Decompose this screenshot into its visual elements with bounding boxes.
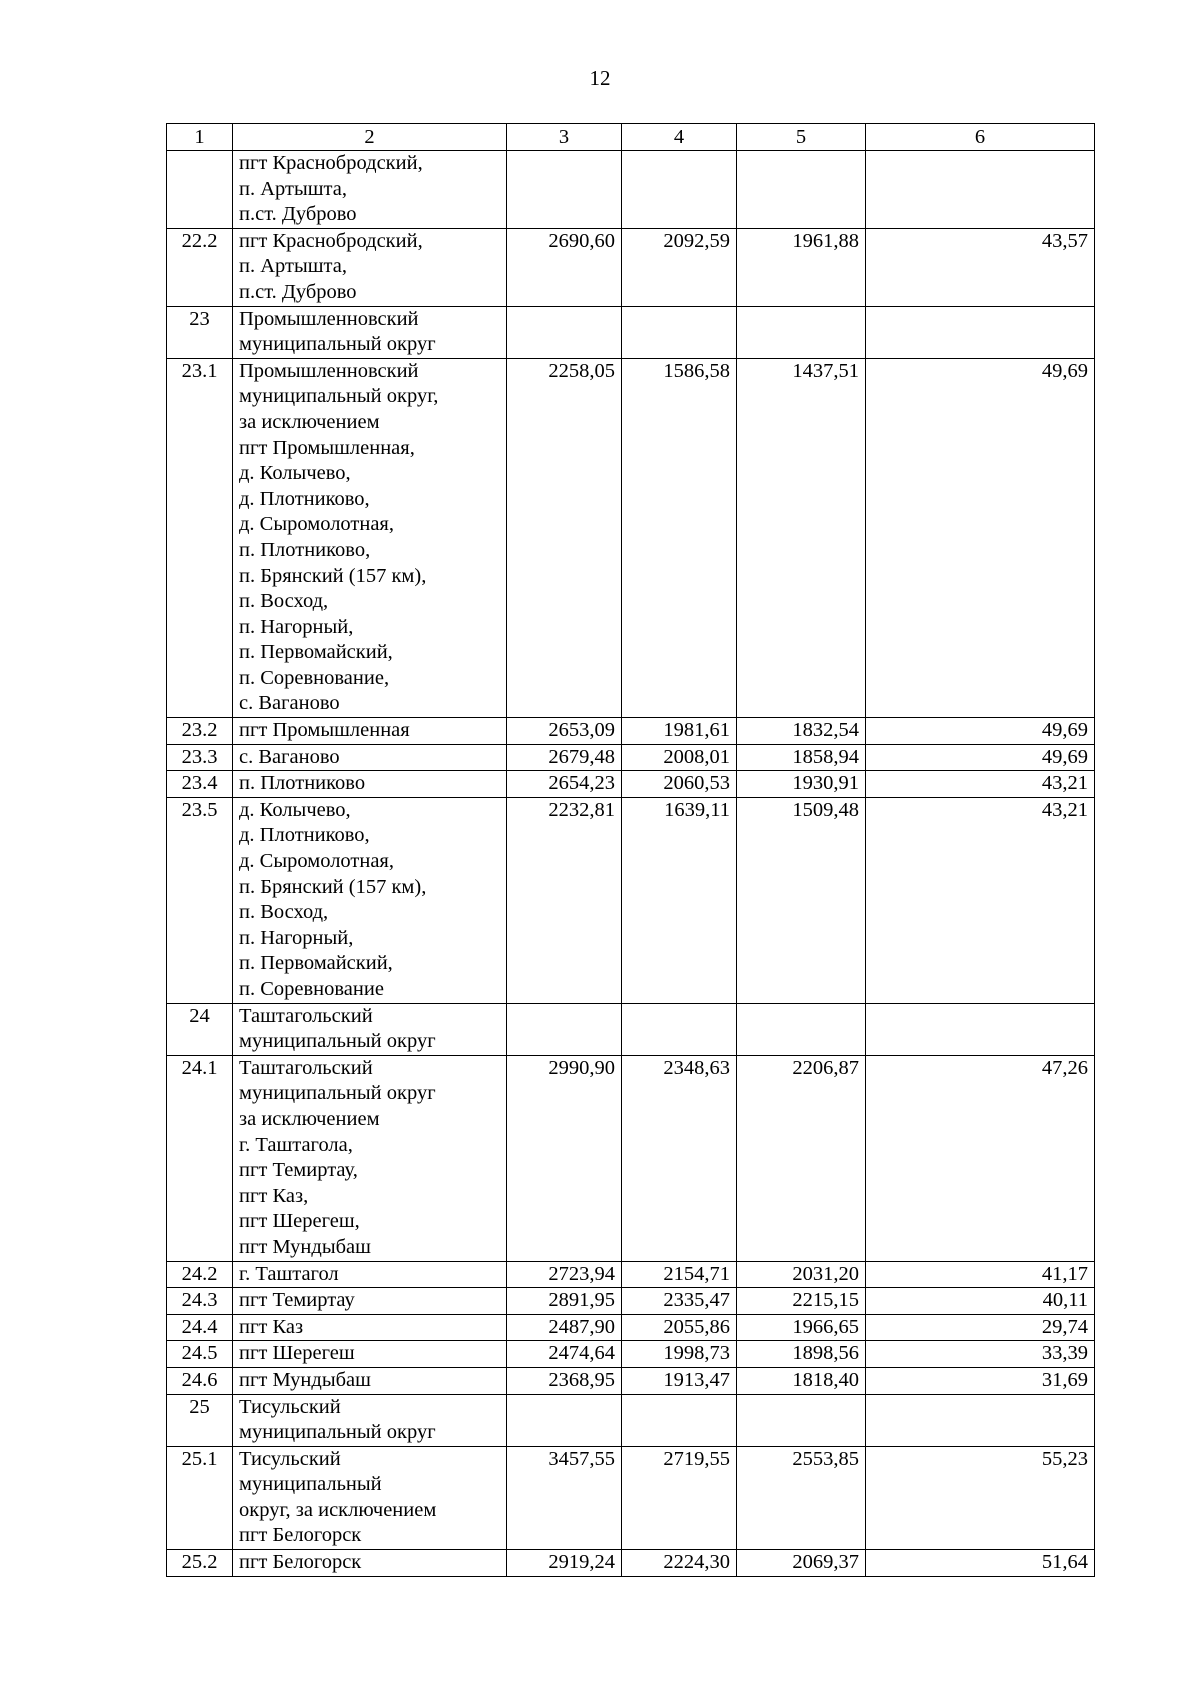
territory-name-line: п. Первомайский, xyxy=(239,641,393,664)
territory-name-cell xyxy=(233,1446,507,1549)
value-cell-col5: 1966,65 xyxy=(737,1314,866,1341)
tariff-table xyxy=(166,123,1095,1577)
value-cell-col5: 1858,94 xyxy=(737,744,866,771)
value-cell-col4: 2092,59 xyxy=(622,228,737,306)
territory-name-line: пгт Промышленная, xyxy=(239,436,415,459)
value-cell-col6: 40,11 xyxy=(866,1288,1095,1315)
row-number-cell: 25.1 xyxy=(167,1446,233,1549)
value-cell-col4: 2060,53 xyxy=(622,771,737,798)
territory-name-line: округ, за исключением xyxy=(239,1498,437,1521)
territory-name-line: п. Брянский (157 км), xyxy=(239,564,427,587)
territory-name-line: п. Артышта, xyxy=(239,177,347,200)
value-cell-col3: 2919,24 xyxy=(507,1550,622,1577)
territory-name-line: д. Плотниково, xyxy=(239,487,370,510)
territory-name-line: пгт Белогорск xyxy=(239,1551,362,1574)
value-cell-col6: 29,74 xyxy=(866,1314,1095,1341)
territory-name-line: пгт Белогорск xyxy=(239,1524,362,1547)
value-cell-col3 xyxy=(507,1394,622,1446)
row-number-cell: 24.4 xyxy=(167,1314,233,1341)
value-cell-col6: 41,17 xyxy=(866,1261,1095,1288)
row-number-cell: 25 xyxy=(167,1394,233,1446)
territory-name-line: Тисульский xyxy=(239,1395,341,1418)
value-cell-col3: 2232,81 xyxy=(507,797,622,1003)
territory-name-line: п. Восход, xyxy=(239,590,329,613)
table-row xyxy=(167,1261,1095,1288)
table-row xyxy=(167,1341,1095,1368)
territory-name-line: пгт Темиртау, xyxy=(239,1159,358,1182)
table-row xyxy=(167,1003,1095,1055)
territory-name-line: п. Восход, xyxy=(239,901,329,924)
table-row xyxy=(167,358,1095,717)
value-cell-col3: 2653,09 xyxy=(507,718,622,745)
territory-name-line: за исключением xyxy=(239,1107,380,1130)
value-cell-col6: 43,21 xyxy=(866,771,1095,798)
value-cell-col6: 43,57 xyxy=(866,228,1095,306)
territory-name-line: пгт Промышленная xyxy=(239,719,410,742)
header-row xyxy=(167,124,1095,151)
value-cell-col4 xyxy=(622,306,737,358)
territory-name-line: п. Нагорный, xyxy=(239,615,354,638)
value-cell-col3: 2723,94 xyxy=(507,1261,622,1288)
value-cell-col5: 2215,15 xyxy=(737,1288,866,1315)
value-cell-col5 xyxy=(737,151,866,229)
value-cell-col6: 47,26 xyxy=(866,1055,1095,1261)
territory-name-cell xyxy=(233,1261,507,1288)
row-number-cell: 24.2 xyxy=(167,1261,233,1288)
territory-name-line: п. Артышта, xyxy=(239,255,347,278)
territory-name-line: г. Таштагола, xyxy=(239,1133,353,1156)
value-cell-col3: 2474,64 xyxy=(507,1341,622,1368)
territory-name-line: д. Колычево, xyxy=(239,462,351,485)
value-cell-col5: 1509,48 xyxy=(737,797,866,1003)
column-header-6: 6 xyxy=(866,124,1095,151)
territory-name-cell xyxy=(233,1341,507,1368)
value-cell-col4 xyxy=(622,1394,737,1446)
territory-name-line: п. Первомайский, xyxy=(239,952,393,975)
territory-name-line: пгт Шерегеш xyxy=(239,1342,355,1365)
table-row xyxy=(167,306,1095,358)
territory-name-cell xyxy=(233,1314,507,1341)
table-header xyxy=(167,124,1095,151)
value-cell-col5 xyxy=(737,1394,866,1446)
value-cell-col6: 51,64 xyxy=(866,1550,1095,1577)
territory-name-line: пгт Мундыбаш xyxy=(239,1368,371,1391)
territory-name-line: п. Соревнование xyxy=(239,978,384,1000)
territory-name-line: Таштагольский xyxy=(239,1004,373,1027)
value-cell-col6: 55,23 xyxy=(866,1446,1095,1549)
value-cell-col5: 2206,87 xyxy=(737,1055,866,1261)
territory-name-line: Таштагольский xyxy=(239,1056,373,1079)
territory-name-line: за исключением xyxy=(239,410,380,433)
territory-name-line: муниципальный округ, xyxy=(239,385,439,408)
territory-name-line: с. Ваганово xyxy=(239,745,340,768)
territory-name-line: пгт Мундыбаш xyxy=(239,1235,371,1258)
column-header-1: 1 xyxy=(167,124,233,151)
table-body xyxy=(167,151,1095,1577)
row-number-cell: 23 xyxy=(167,306,233,358)
territory-name-cell xyxy=(233,1055,507,1261)
value-cell-col3: 3457,55 xyxy=(507,1446,622,1549)
territory-name-cell xyxy=(233,797,507,1003)
value-cell-col3 xyxy=(507,306,622,358)
value-cell-col3: 2654,23 xyxy=(507,771,622,798)
territory-name-cell xyxy=(233,1550,507,1577)
value-cell-col3: 2990,90 xyxy=(507,1055,622,1261)
territory-name-cell xyxy=(233,228,507,306)
territory-name-line: г. Таштагол xyxy=(239,1262,339,1285)
table-row xyxy=(167,1367,1095,1394)
territory-name-line: с. Ваганово xyxy=(239,692,340,715)
value-cell-col4: 2055,86 xyxy=(622,1314,737,1341)
value-cell-col4: 1586,58 xyxy=(622,358,737,717)
territory-name-line: пгт Темиртау xyxy=(239,1289,355,1312)
row-number-cell: 24.3 xyxy=(167,1288,233,1315)
territory-name-line: муниципальный округ xyxy=(239,1030,436,1053)
territory-name-line: п. Плотниково, xyxy=(239,538,371,561)
territory-name-line: д. Сыромолотная, xyxy=(239,513,394,536)
value-cell-col6: 49,69 xyxy=(866,744,1095,771)
territory-name-line: муниципальный округ xyxy=(239,1421,436,1444)
territory-name-line: п. Брянский (157 км), xyxy=(239,875,427,898)
table-row xyxy=(167,1288,1095,1315)
territory-name-line: муниципальный округ xyxy=(239,333,436,356)
table-row xyxy=(167,797,1095,1003)
column-header-5: 5 xyxy=(737,124,866,151)
value-cell-col5 xyxy=(737,1003,866,1055)
table-row xyxy=(167,744,1095,771)
row-number-cell: 23.5 xyxy=(167,797,233,1003)
row-number-cell: 24.5 xyxy=(167,1341,233,1368)
territory-name-cell xyxy=(233,151,507,229)
territory-name-line: пгт Краснобродский, xyxy=(239,229,423,252)
value-cell-col4 xyxy=(622,1003,737,1055)
territory-name-line: пгт Краснобродский, xyxy=(239,152,423,174)
territory-name-line: муниципальный округ xyxy=(239,1082,436,1105)
territory-name-cell xyxy=(233,771,507,798)
territory-name-line: Промышленновский xyxy=(239,359,419,382)
value-cell-col4: 2154,71 xyxy=(622,1261,737,1288)
table-row xyxy=(167,151,1095,229)
territory-name-line: п. Соревнование, xyxy=(239,666,390,689)
row-number-cell: 24.6 xyxy=(167,1367,233,1394)
territory-name-line: д. Колычево, xyxy=(239,798,351,821)
territory-name-line: п. Нагорный, xyxy=(239,926,354,949)
table-row xyxy=(167,1446,1095,1549)
row-number-cell: 23.3 xyxy=(167,744,233,771)
value-cell-col6 xyxy=(866,1003,1095,1055)
territory-name-cell xyxy=(233,358,507,717)
column-header-4: 4 xyxy=(622,124,737,151)
value-cell-col5: 2031,20 xyxy=(737,1261,866,1288)
value-cell-col3: 2679,48 xyxy=(507,744,622,771)
value-cell-col6: 43,21 xyxy=(866,797,1095,1003)
value-cell-col3 xyxy=(507,1003,622,1055)
row-number-cell: 23.1 xyxy=(167,358,233,717)
value-cell-col4: 2008,01 xyxy=(622,744,737,771)
page-number: 12 xyxy=(589,66,611,90)
value-cell-col5: 1437,51 xyxy=(737,358,866,717)
value-cell-col5 xyxy=(737,306,866,358)
value-cell-col5: 1832,54 xyxy=(737,718,866,745)
table-row xyxy=(167,771,1095,798)
value-cell-col6: 33,39 xyxy=(866,1341,1095,1368)
value-cell-col3 xyxy=(507,151,622,229)
territory-name-line: пгт Шерегеш, xyxy=(239,1210,360,1233)
value-cell-col6: 49,69 xyxy=(866,718,1095,745)
value-cell-col4: 1913,47 xyxy=(622,1367,737,1394)
value-cell-col5: 2069,37 xyxy=(737,1550,866,1577)
territory-name-line: п. Плотниково xyxy=(239,772,366,795)
column-header-3: 3 xyxy=(507,124,622,151)
territory-name-cell xyxy=(233,1003,507,1055)
table-row xyxy=(167,1394,1095,1446)
value-cell-col6: 49,69 xyxy=(866,358,1095,717)
territory-name-line: д. Сыромолотная, xyxy=(239,850,394,873)
territory-name-line: п.ст. Дуброво xyxy=(239,203,357,226)
row-number-cell: 24 xyxy=(167,1003,233,1055)
row-number-cell: 22.2 xyxy=(167,228,233,306)
value-cell-col3: 2690,60 xyxy=(507,228,622,306)
row-number-cell: 24.1 xyxy=(167,1055,233,1261)
value-cell-col3: 2368,95 xyxy=(507,1367,622,1394)
column-header-2: 2 xyxy=(233,124,507,151)
value-cell-col5: 2553,85 xyxy=(737,1446,866,1549)
territory-name-cell xyxy=(233,306,507,358)
row-number-cell: 23.2 xyxy=(167,718,233,745)
value-cell-col4: 2335,47 xyxy=(622,1288,737,1315)
value-cell-col5: 1818,40 xyxy=(737,1367,866,1394)
table-row xyxy=(167,1314,1095,1341)
value-cell-col3: 2487,90 xyxy=(507,1314,622,1341)
territory-name-line: Промышленновский xyxy=(239,307,419,330)
value-cell-col4 xyxy=(622,151,737,229)
territory-name-cell xyxy=(233,718,507,745)
territory-name-line: д. Плотниково, xyxy=(239,824,370,847)
table-row xyxy=(167,1055,1095,1261)
value-cell-col4: 2224,30 xyxy=(622,1550,737,1577)
territory-name-line: муниципальный xyxy=(239,1473,382,1496)
row-number-cell: 23.4 xyxy=(167,771,233,798)
territory-name-line: пгт Каз xyxy=(239,1315,304,1338)
value-cell-col3: 2258,05 xyxy=(507,358,622,717)
row-number-cell: 25.2 xyxy=(167,1550,233,1577)
territory-name-cell xyxy=(233,1394,507,1446)
value-cell-col6 xyxy=(866,151,1095,229)
value-cell-col6 xyxy=(866,306,1095,358)
value-cell-col5: 1930,91 xyxy=(737,771,866,798)
value-cell-col4: 2348,63 xyxy=(622,1055,737,1261)
territory-name-line: п.ст. Дуброво xyxy=(239,280,357,303)
value-cell-col6 xyxy=(866,1394,1095,1446)
value-cell-col3: 2891,95 xyxy=(507,1288,622,1315)
value-cell-col4: 2719,55 xyxy=(622,1446,737,1549)
value-cell-col5: 1898,56 xyxy=(737,1341,866,1368)
territory-name-cell xyxy=(233,1288,507,1315)
value-cell-col4: 1981,61 xyxy=(622,718,737,745)
territory-name-cell xyxy=(233,744,507,771)
value-cell-col6: 31,69 xyxy=(866,1367,1095,1394)
row-number-cell xyxy=(167,151,233,229)
territory-name-cell xyxy=(233,1367,507,1394)
value-cell-col4: 1639,11 xyxy=(622,797,737,1003)
value-cell-col5: 1961,88 xyxy=(737,228,866,306)
value-cell-col4: 1998,73 xyxy=(622,1341,737,1368)
table-row xyxy=(167,718,1095,745)
table-row xyxy=(167,1550,1095,1577)
territory-name-line: пгт Каз, xyxy=(239,1184,309,1207)
territory-name-line: Тисульский xyxy=(239,1447,341,1470)
table-row xyxy=(167,228,1095,306)
